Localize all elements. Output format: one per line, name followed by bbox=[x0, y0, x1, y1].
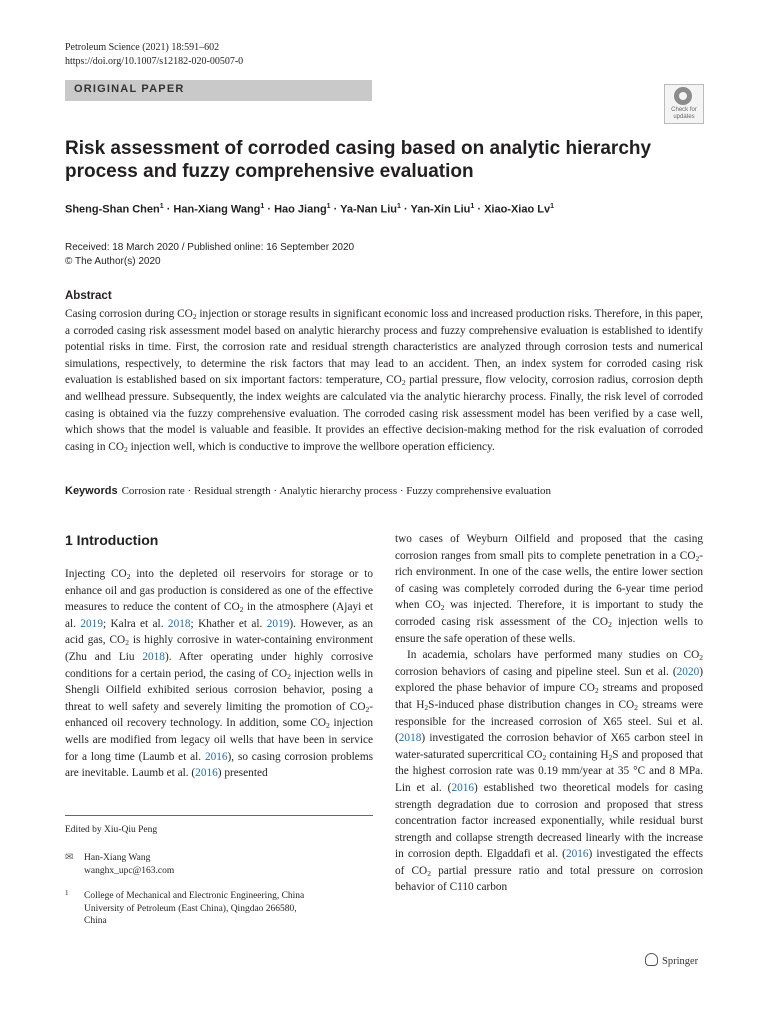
citation-link[interactable]: 2018 bbox=[167, 617, 191, 630]
title-line-2: process and fuzzy comprehensive evaluation bbox=[65, 161, 474, 182]
paper-title bbox=[65, 137, 685, 183]
footnote-divider bbox=[65, 815, 373, 816]
corresponding-email[interactable]: wanghx_upc@163.com bbox=[84, 865, 175, 876]
citation-link[interactable]: 2020 bbox=[676, 665, 700, 678]
author-separator: · bbox=[330, 203, 341, 216]
update-icon bbox=[674, 87, 692, 105]
check-updates-label: Check for updates bbox=[671, 107, 697, 120]
author-affiliation-mark: 1 bbox=[470, 203, 475, 210]
author-name[interactable]: Han-Xiang Wang bbox=[173, 203, 261, 216]
author-affiliation-mark: 1 bbox=[260, 203, 265, 210]
intro-column-right bbox=[395, 531, 703, 896]
article-type-banner bbox=[65, 80, 372, 101]
author-separator: · bbox=[163, 203, 174, 216]
citation-link[interactable]: 2019 bbox=[266, 617, 290, 630]
check-for-updates-badge[interactable] bbox=[664, 84, 704, 124]
author-name[interactable]: Ya-Nan Liu bbox=[340, 203, 397, 216]
affiliation-line: College of Mechanical and Electronic Engineering, China bbox=[84, 891, 305, 901]
abstract-body: Casing corrosion during $CO_2$ injection or storage results in significant economic loss and increased production risks. Therefore, in this paper, a corroded casing risk assessment model based on analytic hierarchy process and fuzzy comprehensive evaluation is established to identify potential risks in time. First, the corrosion rate and residual strength characteristics are analyzed through corrosion tests and numerical simulations, respectively, to determine the risk factors that may lead to an accident. Then, an index system for corroded casing risk evaluation is established based on six important factors: temperature, $CO_2$ partial pressure, flow velocity, corrosion radius, corrosion depth and wellhead pressure. Subsequently, the index weights are calculated via the analytic hierarchy process. Finally, the risk level of corroded casing is obtained via the fuzzy comprehensive evaluation. The corroded casing risk assessment model has been verified by a case well, which shows that the model is valuable and feasible. It provides an effective decision-making method for the risk evaluation of corroded casing in $CO_2$ injection well, which is conductive to improve the wellbore operation efficiency. bbox=[65, 308, 704, 454]
affiliation-number: 1 bbox=[65, 889, 69, 897]
citation-link[interactable]: 2016 bbox=[451, 781, 475, 794]
author-affiliation-mark: 1 bbox=[159, 203, 164, 210]
intro-column-left: Injecting $CO_2$ into the depleted oil reservoirs for storage or to enhance oil and gas production is considered as one of the effective measures to reduce the content of $CO_2$ in the atmosphere (Ajayi et al. 2019; Kalra et al. 2018; Khather et al. 2019). However, as an acid gas, $CO_2$ is highly corrosive in water-containing environment (Zhu and Liu 2018). After operating under highly corrosive conditions for a certain period, the casing of $CO_2$ injection wells in Shengli Oilfield exhibited serious corrosion behavior, posing a threat to well safety and severely limiting the promotion of $CO_2$-enhanced oil recovery technology. In addition, some $CO_2$ injection wells are modified from legacy oil wells that have been in service for a long time (Laumb et al. 2016), so casing corrosion problems are inevitable. Laumb et al. (2016) presented bbox=[65, 568, 374, 780]
journal-citation: Petroleum Science (2021) 18:591–602 bbox=[65, 42, 220, 53]
author-name[interactable]: Yan-Xin Liu bbox=[410, 203, 471, 216]
affiliation-line: University of Petroleum (East China), Qingdao 266580, bbox=[84, 903, 297, 914]
edited-by: Edited by Xiu-Qiu Peng bbox=[65, 825, 158, 835]
abstract-heading: Abstract bbox=[65, 290, 112, 302]
citation-link[interactable]: 2018 bbox=[398, 732, 422, 745]
keywords-label: Keywords bbox=[65, 485, 118, 497]
author-affiliation-mark: 1 bbox=[397, 203, 401, 210]
publication-dates bbox=[65, 241, 354, 269]
title-line-1: Risk assessment of corroded casing based on analytic hierarchy bbox=[65, 138, 652, 159]
journal-info bbox=[65, 41, 243, 69]
keywords bbox=[65, 485, 551, 497]
publisher-logo bbox=[645, 953, 698, 967]
citation-link[interactable]: 2018 bbox=[142, 650, 165, 663]
citation-link[interactable]: 2019 bbox=[80, 617, 103, 630]
corresponding-name: Han-Xiang Wang bbox=[84, 853, 151, 863]
copyright: © The Author(s) 2020 bbox=[65, 256, 161, 267]
doi-link[interactable]: https://doi.org/10.1007/s12182-020-00507-0 bbox=[65, 56, 244, 67]
envelope-icon: ✉ bbox=[65, 852, 74, 863]
article-type-label: ORIGINAL PAPER bbox=[74, 83, 185, 95]
author-separator: · bbox=[400, 203, 411, 216]
springer-horse-icon bbox=[645, 953, 658, 966]
publisher-name: Springer bbox=[662, 956, 699, 967]
author-separator: · bbox=[474, 203, 485, 216]
received-published: Received: 18 March 2020 / Published online: 16 September 2020 bbox=[65, 242, 355, 253]
author-list bbox=[65, 203, 554, 216]
citation-link[interactable]: 2016 bbox=[195, 767, 218, 780]
paragraph: In academia, scholars have performed many studies on $CO_2$ corrosion behaviors of casing and pipeline steel. Sun et al. (2020) explored the phase behavior of impure $CO_2$ streams and proposed that $H_2S$-induced phase distribution changes in $CO_2$ streams were responsible for the increased corrosion of X65 steel. Sui et al. (2018) investigated the corrosion behavior of X65 carbon steel in water-saturated supercritical $CO_2$ containing $H_2S$ and proposed that the highest corrosion rate was 0.19 mm/year at 35 °C and 8 MPa. Lin et al. (2016) established two theoretical models for casing strength degradation due to corrosion and proposed that stress concentration factor increased exponentially, while residual burst strength and collapse strength decreased linearly with the increase in corrosion depth. Elgaddafi et al. (2016) investigated the effects of $CO_2$ partial pressure ratio and total pressure on corrosion behavior of C110 carbon bbox=[395, 649, 704, 894]
author-name[interactable]: Sheng-Shan Chen bbox=[65, 203, 160, 216]
affiliation-line: China bbox=[84, 916, 107, 926]
author-name[interactable]: Hao Jiang bbox=[274, 203, 327, 216]
paragraph: two cases of Weyburn Oilfield and proposed that the casing corrosion ranges from small pits to complete penetration in a $CO_2$-rich environment. In one of the case wells, the entire lower section of casing was completely corroded during the 6-year time period when $CO_2$ was injected. Therefore, it is important to study the corroded casing risk assessment of the $CO_2$ injection wells to ensure the safe operation of these wells. bbox=[395, 533, 703, 645]
author-separator: · bbox=[264, 203, 275, 216]
section-heading-introduction: 1 Introduction bbox=[65, 532, 159, 548]
author-affiliation-mark: 1 bbox=[550, 203, 555, 210]
author-name[interactable]: Xiao-Xiao Lv bbox=[484, 203, 551, 216]
keywords-list: Corrosion rate · Residual strength · Analytic hierarchy process · Fuzzy comprehensive evaluation bbox=[121, 485, 552, 497]
citation-link[interactable]: 2016 bbox=[565, 848, 589, 861]
citation-link[interactable]: 2016 bbox=[204, 750, 228, 763]
author-affiliation-mark: 1 bbox=[326, 203, 331, 210]
